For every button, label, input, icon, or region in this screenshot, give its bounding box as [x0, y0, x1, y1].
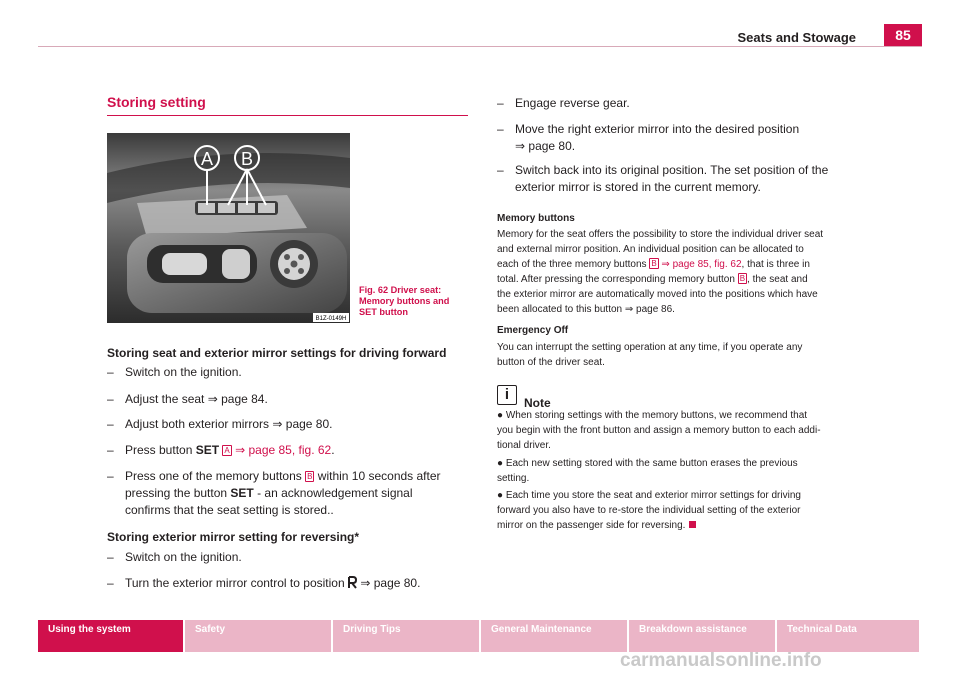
footer-tabs: [38, 620, 922, 652]
step: – Adjust the seat ⇒ page 84.: [107, 392, 268, 406]
note-bullet: ● Each time you store the seat and exterior mirror settings for driving forward you also have to re-store the individual setting of the exterior mirror on the passenger side for reversing.: [497, 490, 801, 531]
watermark: carmanualsonline.info: [620, 650, 822, 671]
tab-using-the-system[interactable]: Using the system: [38, 620, 183, 652]
step: – Adjust both exterior mirrors ⇒ page 80.: [107, 417, 333, 431]
section-title: Storing setting: [107, 94, 206, 110]
step: – Switch back into its original position. The set position of the exterior mirror is stored in the current memory.: [497, 163, 829, 194]
figure-photo: [107, 133, 350, 323]
tab-breakdown-assistance[interactable]: Breakdown assistance: [629, 620, 775, 652]
emergency-paragraph: You can interrupt the setting operation at any time, if you operate any button of the driver seat.: [497, 342, 803, 368]
step: – Switch on the ignition.: [107, 365, 242, 379]
subheading-reversing: Storing exterior mirror setting for reversing*: [107, 530, 360, 544]
figure-caption: [359, 285, 449, 318]
figure-label-b: B: [240, 149, 254, 169]
emergency-heading: Emergency Off: [497, 325, 569, 336]
tab-general-maintenance[interactable]: General Maintenance: [481, 620, 627, 652]
badge-b: B: [307, 472, 313, 481]
figure-link[interactable]: ⇒ page 85, fig. 62: [235, 443, 332, 457]
caption-line: Fig. 62 Driver seat:: [359, 285, 442, 295]
tab-technical-data[interactable]: Technical Data: [777, 620, 919, 652]
step: – Engage reverse gear.: [497, 96, 630, 110]
tab-driving-tips[interactable]: Driving Tips: [333, 620, 479, 652]
memory-heading: Memory buttons: [497, 213, 575, 224]
subheading-forward: Storing seat and exterior mirror settings for driving forward: [107, 346, 447, 360]
note-title: Note: [524, 396, 551, 410]
step: – Press button SET A ⇒ page 85, fig. 62.: [107, 443, 335, 457]
end-marker: [689, 521, 696, 528]
section-rule: [107, 115, 468, 116]
caption-line: SET button: [359, 307, 408, 317]
figure-link[interactable]: ⇒ page 85, fig. 62: [658, 259, 742, 270]
figure-label-a: A: [200, 149, 214, 169]
figure-code: B1Z-0149H: [315, 316, 347, 322]
note-bullet: ● When storing settings with the memory buttons, we recommend that you begin with the front button and assign a memory button to each addi- tional driver.: [497, 410, 821, 451]
header-divider: [38, 46, 922, 47]
mirror-position-r-icon: [348, 576, 357, 589]
step: – Press one of the memory buttons B within 10 seconds after pressing the button SET - an acknowledgement signal confirms that the seat setting is stored..: [107, 469, 441, 517]
badge-a: A: [224, 446, 230, 455]
page-number: 85: [884, 24, 922, 47]
step: – Move the right exterior mirror into the desired position ⇒ page 80.: [497, 122, 800, 153]
tab-safety[interactable]: Safety: [185, 620, 331, 652]
memory-paragraph: Memory for the seat offers the possibility to store the individual driver seat and external mirror position. An individual position can be allocated to each of the three memory buttons B ⇒ page 85, fig. 62, that is three in total. After pressing the corresponding memory button B , the seat and the exterior mirror are automatically moved into the positions which have been allocated to this button ⇒ page 86.: [497, 229, 824, 315]
header-title: Seats and Stowage: [737, 30, 856, 45]
step: – Turn the exterior mirror control to position ⇒ page 80.: [107, 576, 421, 590]
note-bullet: ● Each new setting stored with the same button erases the previous setting.: [497, 458, 798, 484]
caption-line: Memory buttons and: [359, 296, 450, 306]
step: – Switch on the ignition.: [107, 550, 242, 564]
note-icon: i: [497, 385, 517, 405]
